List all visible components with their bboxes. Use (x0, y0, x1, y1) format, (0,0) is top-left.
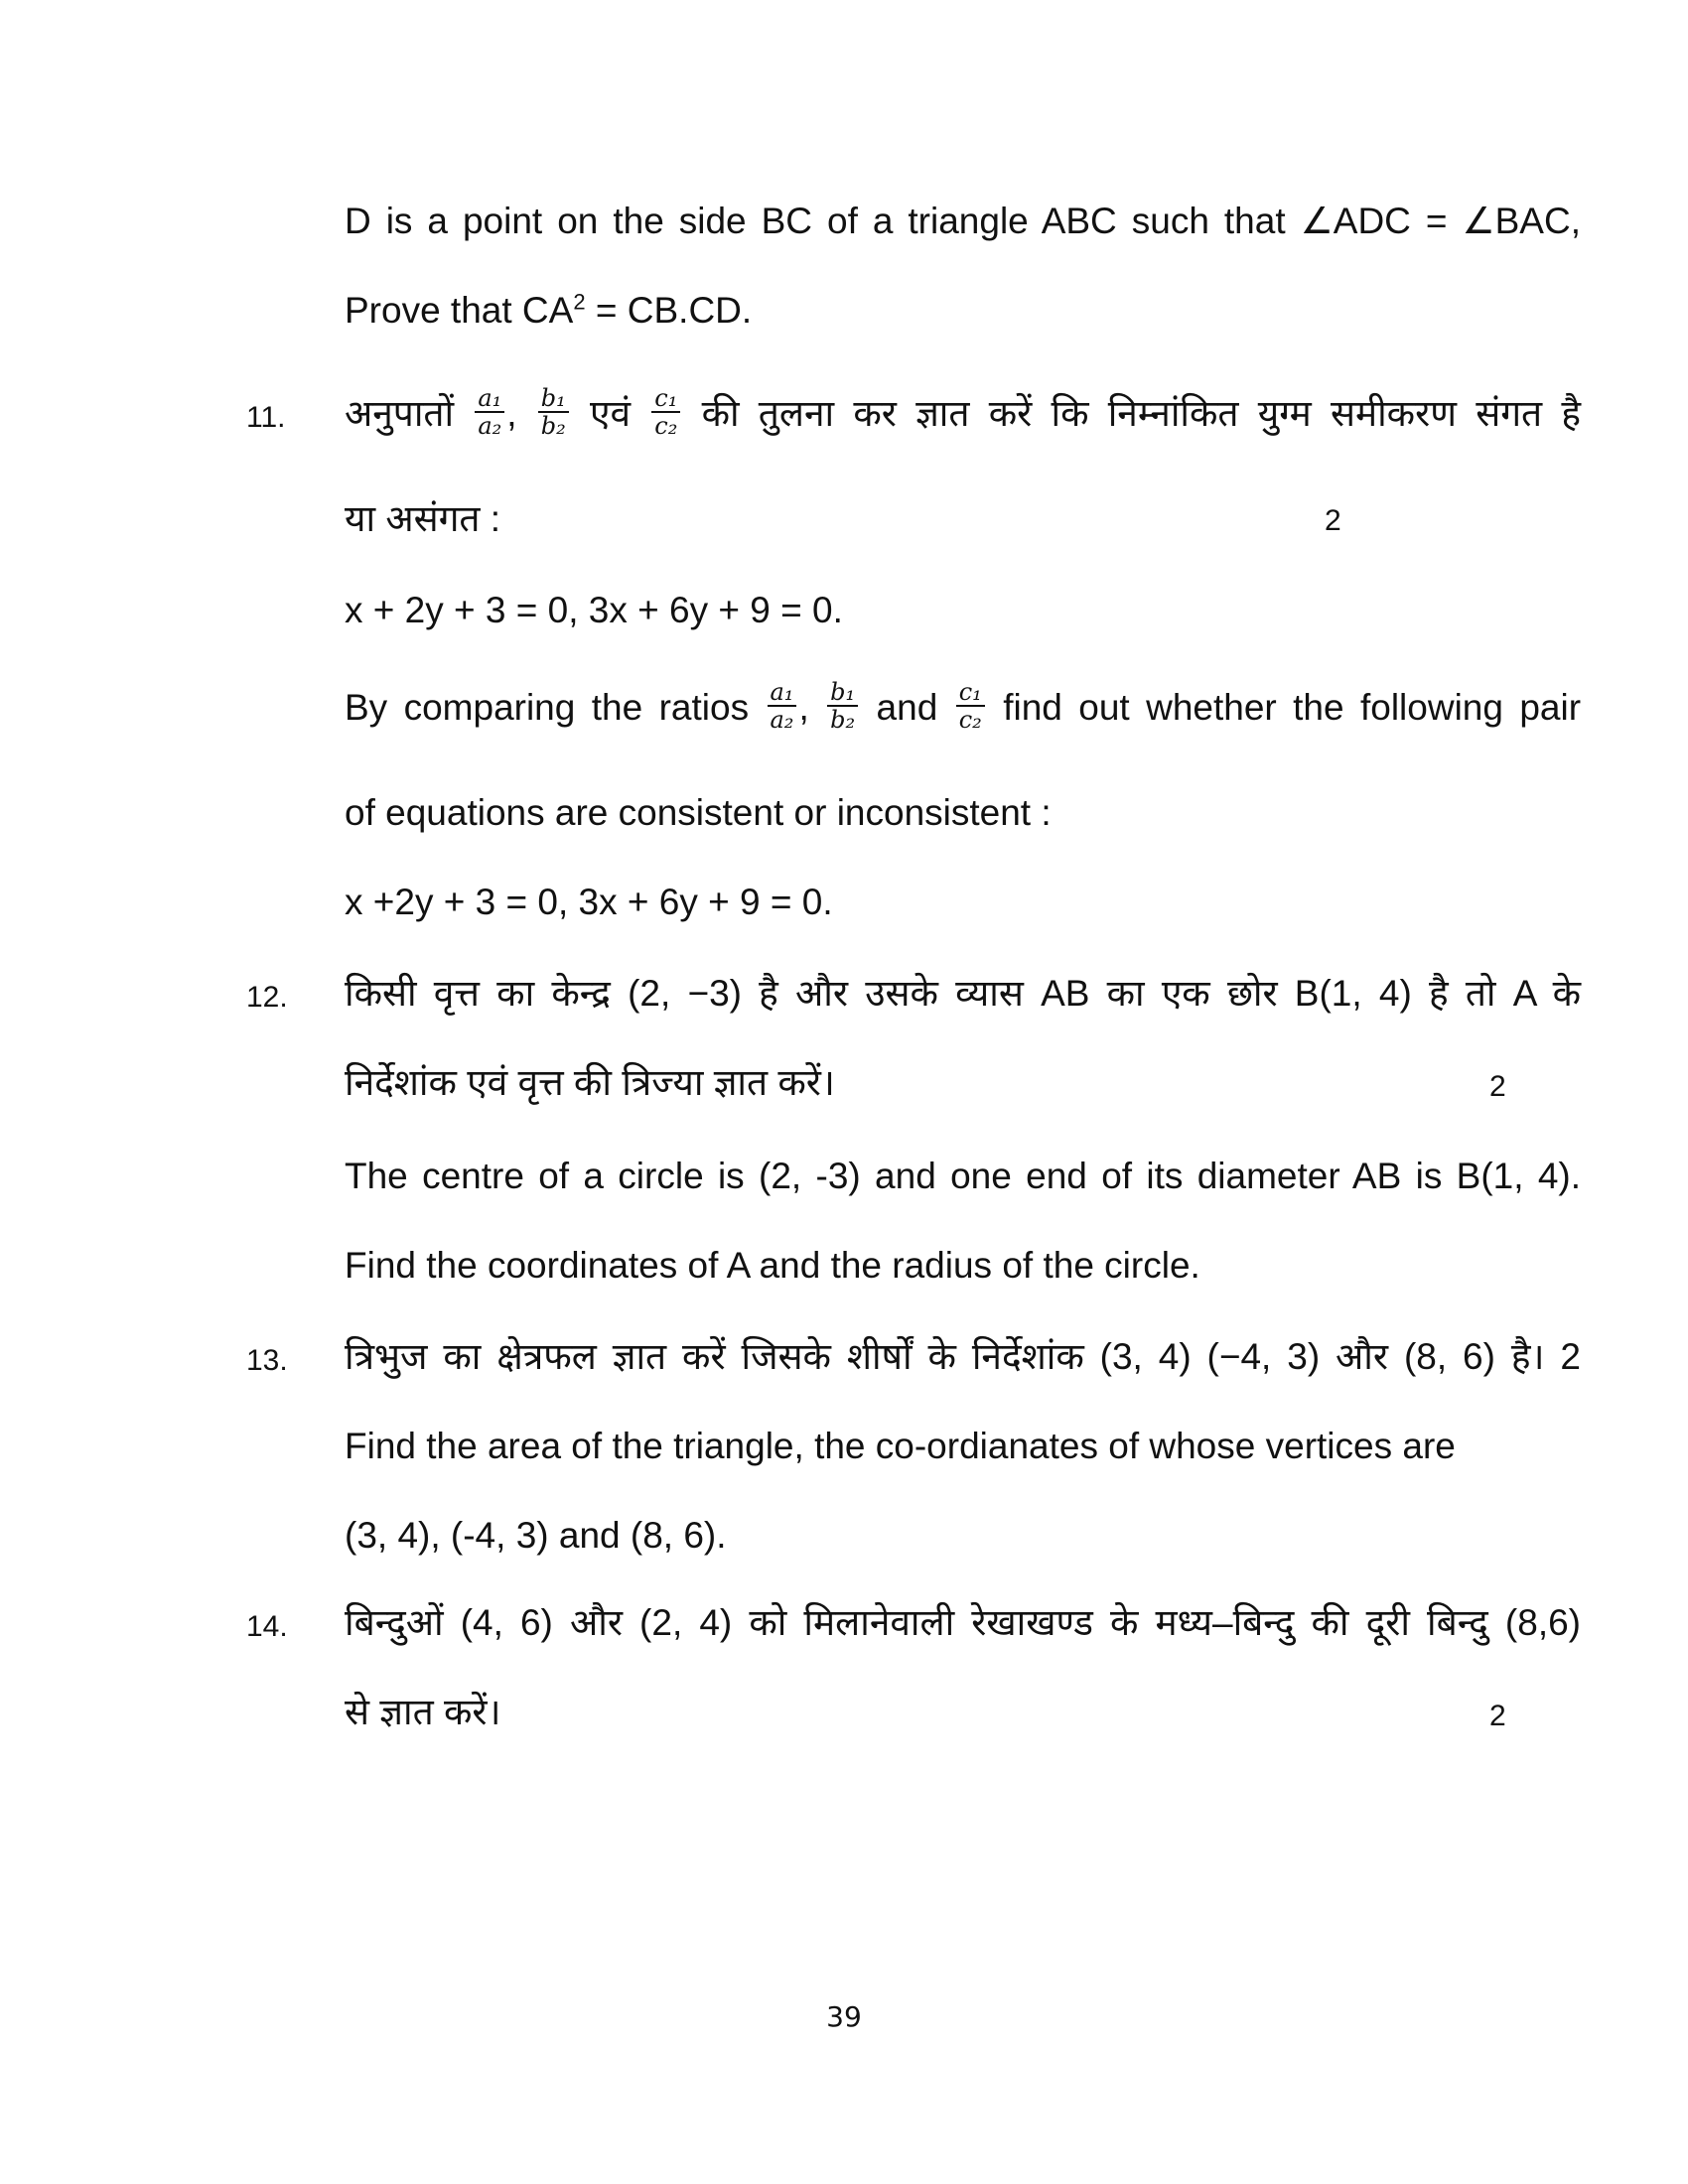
q13-hindi-line-1: त्रिभुज का क्षेत्रफल ज्ञात करें जिसके शीर्षों के निर्देशांक (3, 4) (−4, 3) और (8, 6) है। 2 (345, 1336, 1581, 1377)
fraction-numerator: b₁ (538, 385, 569, 413)
q12-hindi-line-1: किसी वृत्त का केन्द्र (2, −3) है और उसके व्यास AB का एक छोर B(1, 4) है तो A के (345, 973, 1581, 1014)
fraction-a1-a2 (768, 679, 797, 733)
prev-question-line-2 (345, 286, 1581, 336)
q14-marks: 2 (1489, 1700, 1506, 1732)
q13-english-line-1: Find the area of the triangle, the co-ordianates of whose vertices are (345, 1426, 1456, 1466)
q11-hindi-rest: की तुलना कर ज्ञात करें कि निम्नांकित युग्म समीकरण संगत है (701, 393, 1582, 434)
question-number-12: 12. (246, 981, 288, 1014)
fraction-numerator: a₁ (768, 679, 797, 707)
q11-english-line-1 (345, 678, 1582, 737)
q11-hindi-line-2: या असंगत : (345, 498, 501, 539)
fraction-c1-c2 (956, 679, 985, 733)
fraction-denominator: c₂ (654, 412, 678, 441)
fraction-denominator: b₂ (540, 412, 566, 441)
q11-en-and: and (876, 687, 938, 728)
fraction-b1-b2 (827, 679, 858, 733)
question-number-14: 14. (246, 1610, 288, 1643)
comma: , (506, 393, 517, 434)
question-number-13: 13. (246, 1344, 288, 1377)
q13-english-line-2: (3, 4), (-4, 3) and (8, 6). (345, 1515, 727, 1556)
page-number: 39 (826, 2000, 862, 2033)
q11-en-pre: By comparing the ratios (345, 687, 750, 728)
prev-question-line-1: D is a point on the side BC of a triangle ABC such that ∠ADC = ∠BAC, (345, 201, 1581, 241)
question-number-11: 11. (246, 401, 286, 434)
fraction-numerator: a₁ (475, 385, 504, 413)
q11-hindi-intro: अनुपातों (345, 393, 455, 434)
q11-equation-english: x +2y + 3 = 0, 3x + 6y + 9 = 0. (345, 882, 833, 922)
fraction-denominator: c₂ (958, 706, 982, 735)
q11-hindi-line-1 (345, 384, 1582, 443)
prev-question-text-end: = CB.CD. (585, 290, 753, 331)
q11-hindi-and: एवं (589, 393, 632, 434)
q11-equation-hindi: x + 2y + 3 = 0, 3x + 6y + 9 = 0. (345, 590, 843, 630)
fraction-b1-b2 (538, 385, 569, 439)
q12-marks: 2 (1489, 1070, 1506, 1103)
fraction-denominator: a₂ (770, 706, 794, 735)
q11-english-line-2: of equations are consistent or inconsistent : (345, 792, 1052, 833)
superscript-2: 2 (573, 289, 586, 315)
fraction-numerator: b₁ (827, 679, 858, 707)
fraction-numerator: c₁ (651, 385, 680, 413)
prev-question-text: Prove that CA (345, 290, 574, 331)
q12-hindi-line-2: निर्देशांक एवं वृत्त की त्रिज्या ज्ञात करें। (345, 1062, 835, 1103)
q12-english-line-1: The centre of a circle is (2, -3) and one end of its diameter AB is B(1, 4). (345, 1156, 1581, 1196)
q14-hindi-line-2: से ज्ञात करें। (345, 1692, 501, 1732)
fraction-denominator: a₂ (478, 412, 502, 441)
comma: , (798, 687, 809, 728)
q14-hindi-line-1: बिन्दुओं (4, 6) और (2, 4) को मिलानेवाली रेखाखण्ड के मध्य–बिन्दु की दूरी बिन्दु (8,6) (345, 1602, 1581, 1643)
q11-en-post: find out whether the following pair (1003, 687, 1582, 728)
fraction-denominator: b₂ (830, 706, 856, 735)
fraction-a1-a2 (475, 385, 504, 439)
fraction-c1-c2 (651, 385, 680, 439)
fraction-numerator: c₁ (956, 679, 985, 707)
q12-english-line-2: Find the coordinates of A and the radius of the circle. (345, 1245, 1200, 1286)
q11-marks: 2 (1325, 504, 1341, 537)
